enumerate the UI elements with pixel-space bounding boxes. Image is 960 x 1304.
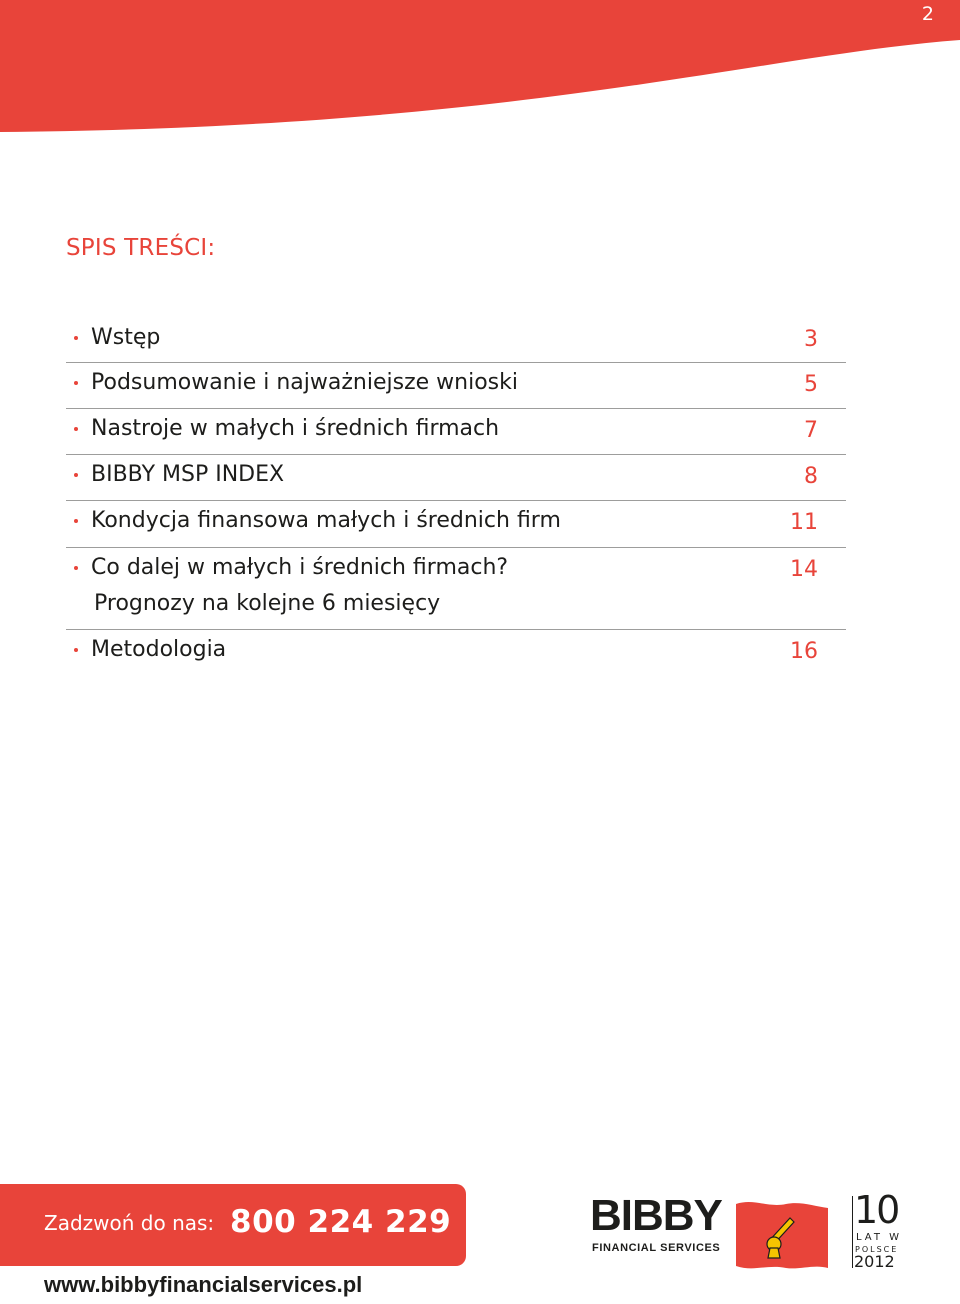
toc-item-label: Nastroje w małych i średnich firmach [91,416,500,441]
bullet-icon [74,648,78,652]
website-link[interactable]: www.bibbyfinancialservices.pl [44,1272,363,1297]
brand-subtitle: FINANCIAL SERVICES [592,1242,721,1254]
toc-item-label: Co dalej w małych i średnich firmach? [91,555,509,580]
toc-item-page: 7 [804,418,818,443]
top-banner [0,0,960,132]
toc-item-methodology[interactable] [66,630,846,674]
badge-divider [852,1196,853,1268]
toc-item-page: 3 [804,327,818,352]
anniversary-badge [850,1188,906,1271]
anniversary-number: 10 [854,1188,899,1232]
toc-item-page: 14 [790,557,818,582]
phone-number[interactable]: 800 224 229 [230,1204,452,1240]
anniversary-year: 2012 [854,1252,895,1271]
bullet-icon [74,427,78,431]
flag-icon [734,1198,830,1272]
toc-item-condition[interactable] [66,501,846,548]
anniversary-lat: LAT W [856,1232,903,1243]
contact-box [0,1184,466,1266]
toc-item-page: 11 [790,510,818,535]
toc-item-page: 16 [790,639,818,664]
table-of-contents [66,318,846,674]
bullet-icon [74,473,78,477]
toc-item-page: 8 [804,464,818,489]
toc-item-page: 5 [804,372,818,397]
toc-item-label: BIBBY MSP INDEX [91,462,285,487]
toc-item-label: Podsumowanie i najważniejsze wnioski [91,370,518,395]
toc-item-summary[interactable] [66,363,846,409]
toc-item-index[interactable] [66,455,846,501]
toc-item-label: Wstęp [91,325,161,350]
bullet-icon [74,336,78,340]
anniversary-country: POLSCE [855,1245,899,1254]
toc-item-label: Kondycja finansowa małych i średnich firm [91,508,561,533]
bibby-logo [588,1188,918,1272]
toc-title: SPIS TREŚCI: [66,235,216,261]
toc-item-moods[interactable] [66,409,846,455]
contact-label: Zadzwoń do nas: [44,1211,215,1235]
page-number: 2 [921,3,934,25]
bullet-icon [74,566,78,570]
toc-item-label: Metodologia [91,637,227,662]
toc-item-forecast[interactable] [66,548,846,630]
toc-item-sublabel: Prognozy na kolejne 6 miesięcy [94,591,441,616]
bullet-icon [74,519,78,523]
toc-item-wstep[interactable] [66,318,846,363]
brand-name: BIBBY [590,1191,722,1240]
bullet-icon [74,381,78,385]
